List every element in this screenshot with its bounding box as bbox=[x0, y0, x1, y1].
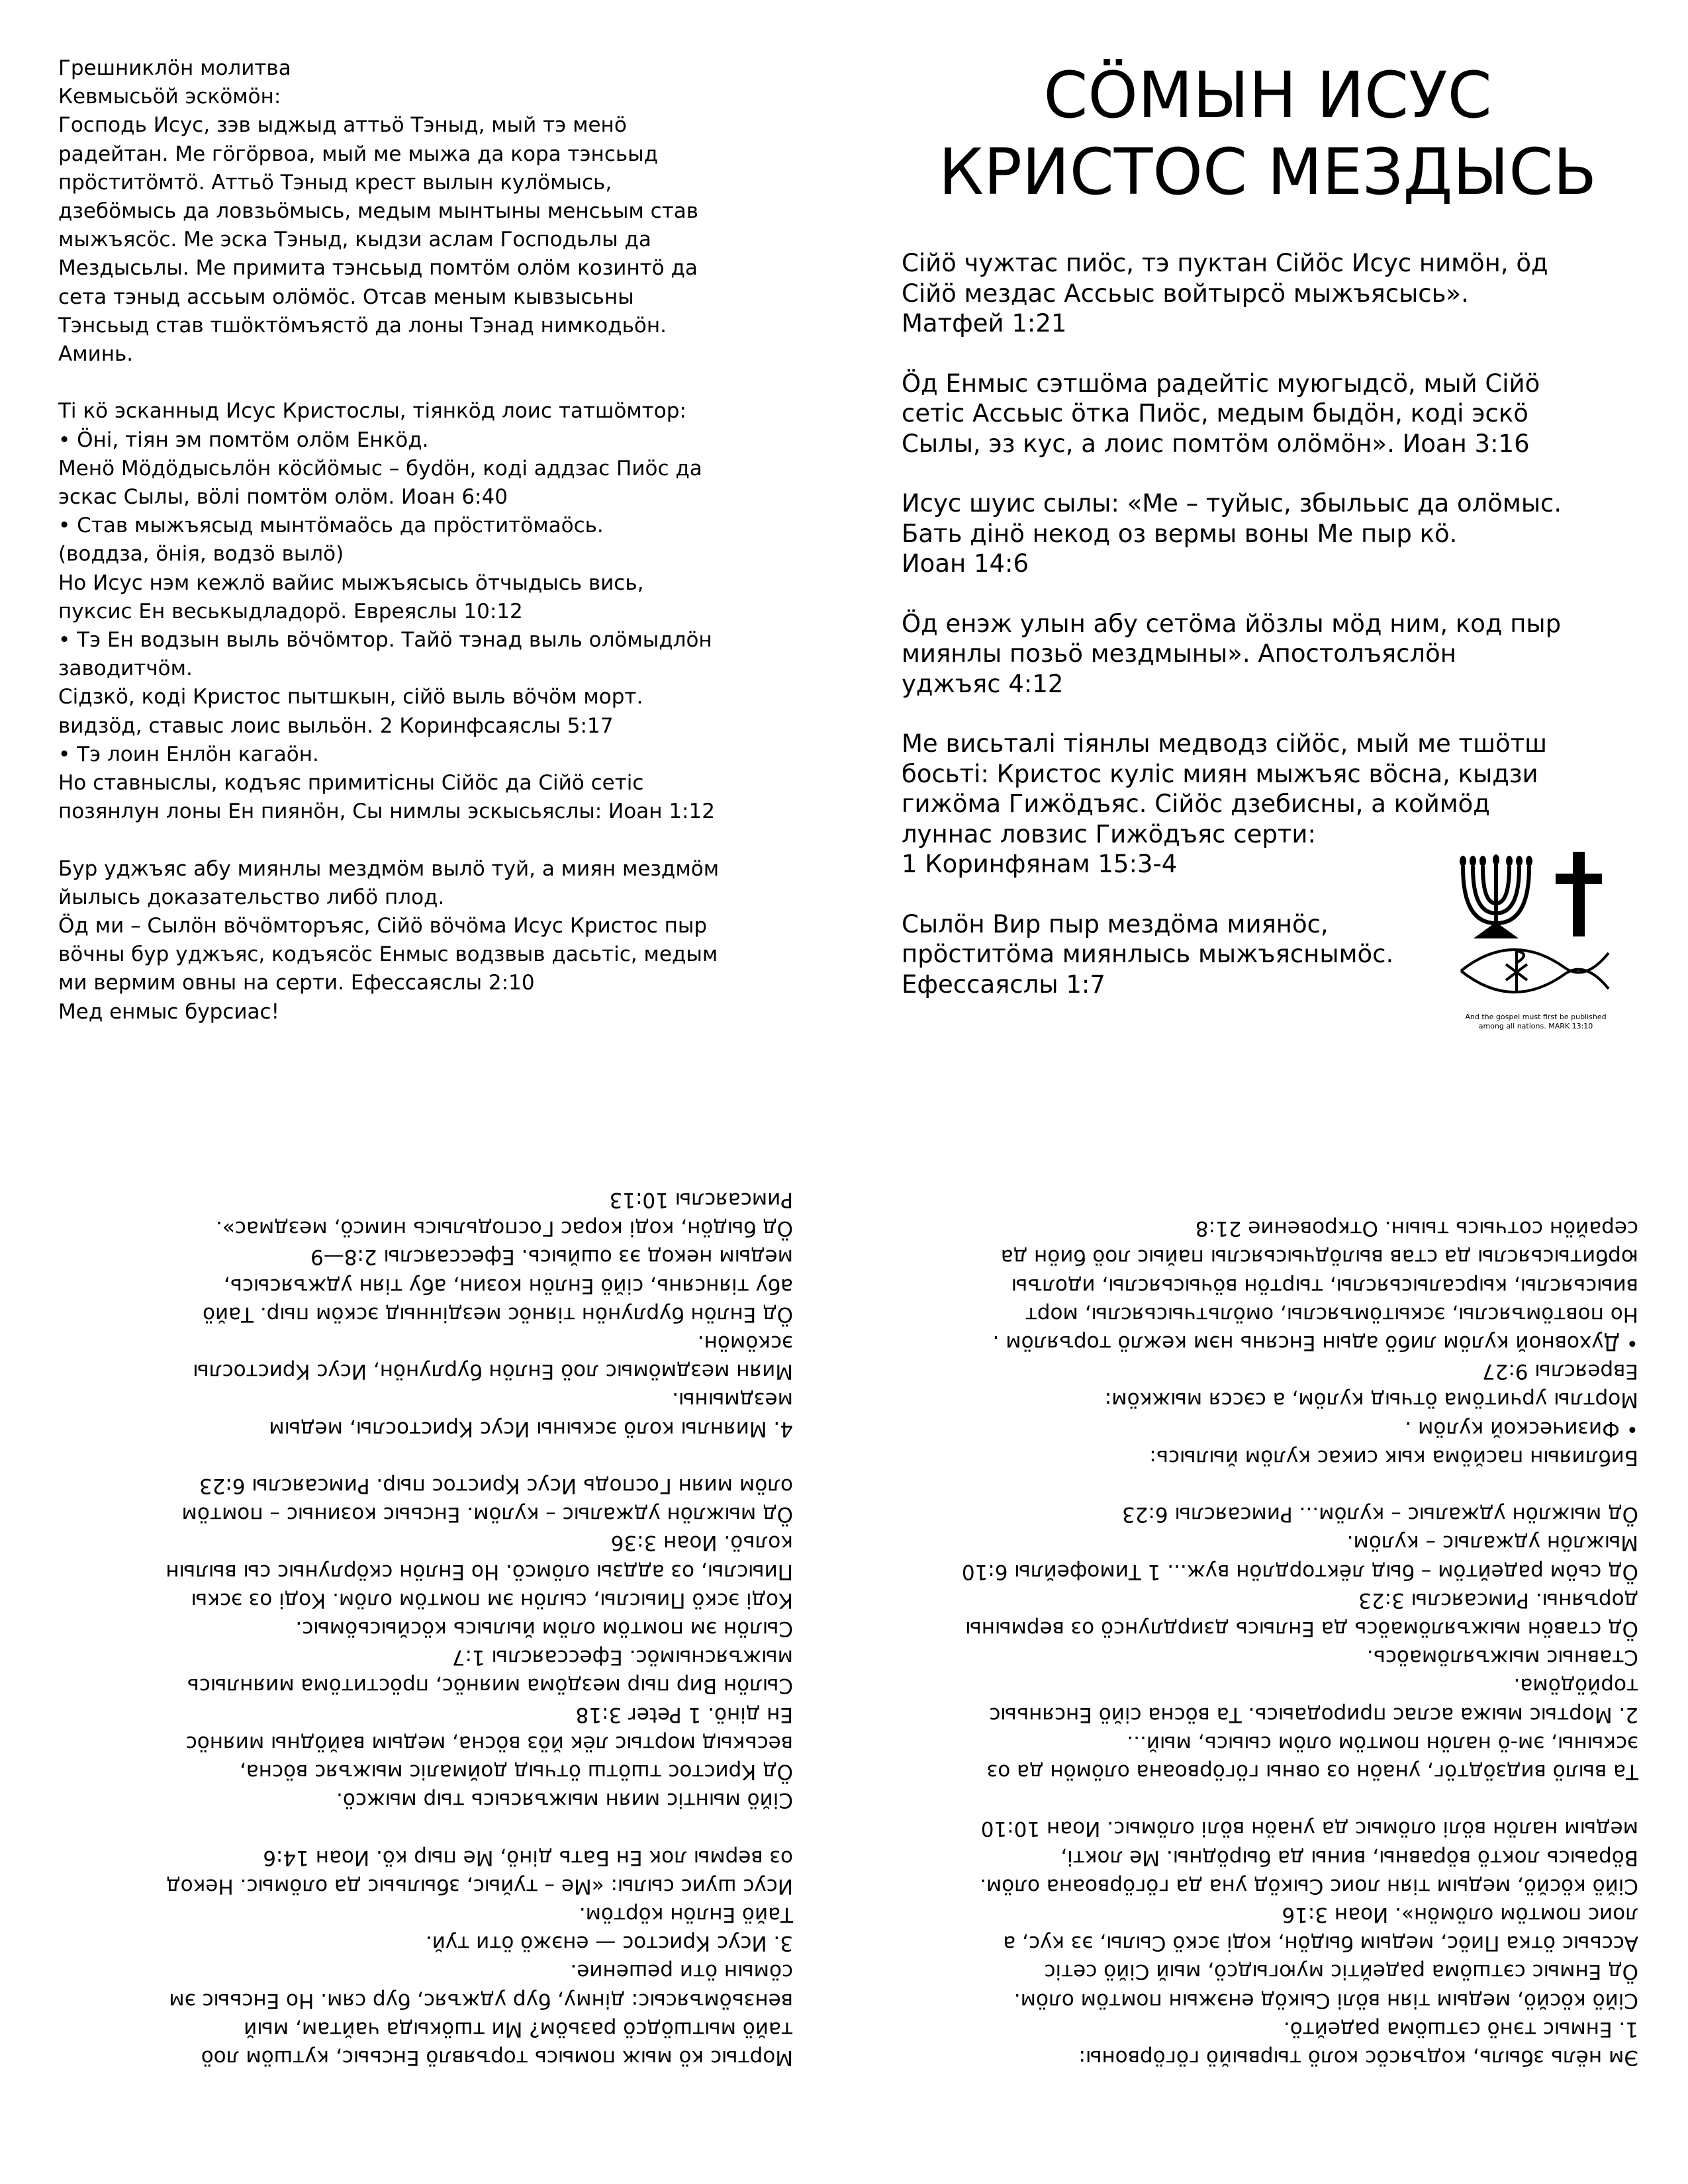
prayer-line: видзӧд, ставыс лоис выльӧн. 2 Коринфсаяслы 5:17 bbox=[58, 713, 614, 738]
rotated-left-line: Кодi эскӧ Пиыслы, сылӧн эм помтӧм олӧм. Кодi оз эскы bbox=[191, 1588, 793, 1612]
caption-line-2: among all nations. MARK 13:10 bbox=[1478, 1022, 1593, 1030]
rotated-right-line: Эм нёль збыль, кодъясӧс колӧ тырвыйӧ гӧгӧрвоны: bbox=[1078, 2046, 1638, 2070]
rotated-left-line: тайӧ мытшӧдсӧ разьӧм? Ми тшӧкыда чайтам, мый bbox=[244, 2017, 793, 2041]
prayer-line: вӧчны бур уджъяс, кодъясӧс Енмыс водзвыв дасьтiс, медым bbox=[58, 942, 718, 967]
verse-line: Ӧд енэж улын абу сетӧма йӧзлы мӧд ним, код пыр bbox=[902, 609, 1562, 638]
rotated-left-line: оз вермы лок Ен Бать дiнӧ, Ме пыр кӧ. Иоан 14:6 bbox=[263, 1845, 793, 1870]
rotated-right-line: виысьяслы, кырсалысьяслы, тыртӧн вӧчысьяслы, идолъы bbox=[1011, 1273, 1638, 1298]
prayer-line: • Ӧні, тіян эм помтӧм олӧм Енкӧд. bbox=[58, 428, 429, 452]
rotated-right-line: Та вылӧ видзӧдтӧг, унаӧн оз овны гӧгӧрвоана олӧмӧн да оз bbox=[986, 1759, 1638, 1784]
rotated-left-line: 4. Миянлы колӧ эскыны Исус Кристослы, медым bbox=[269, 1416, 793, 1441]
verse-line: уджъяс 4:12 bbox=[902, 669, 1064, 698]
rotated-left-line: Сылӧн эм помтӧм олӧм йылысь кӧсйысьӧмыс. bbox=[295, 1616, 793, 1641]
prayer-line: Бур уджъяс абу миянлы мездмӧм вылӧ туй, а миян мездмӧм bbox=[58, 856, 720, 881]
prayer-line: • Тэ Ен водзын выль вӧчӧмтор. Тайӧ тэнад выль олӧмыдлӧн bbox=[58, 628, 712, 653]
rotated-right-line: эскыны, эм-ӧ налӧн помтӧм олӧм сыысь, мый... bbox=[1127, 1731, 1638, 1755]
rotated-left-line: мыжъяснымӧс. Ефессаяслы 1:7 bbox=[451, 1645, 793, 1670]
rotated-right-line bbox=[897, 1786, 1638, 1814]
prayer-line: Кевмысьӧй эскӧмӧн: bbox=[58, 85, 281, 109]
rotated-right-line: Библияын пасйӧма кык сикас кулӧм йылысь: bbox=[1149, 1445, 1638, 1469]
prayer-line: Ті кӧ эсканныд Исус Кристослы, тіянкӧд лоис татшӧмтор: bbox=[58, 399, 686, 424]
prayer-line: Тэнсьыд став тшӧктӧмъястӧ да лоны Тэнад нимкодьӧн. bbox=[58, 313, 667, 338]
prayer-line: Но Исус нэм кежлӧ вайис мыжъясысь ӧтчыдысь вись, bbox=[58, 570, 644, 595]
rotated-left-line: Ӧд мыжлӧн уджалыс – кулӧм. Енсьыс козиныс – помтӧм bbox=[181, 1502, 793, 1527]
rotated-right-line: Ӧд мыжлӧн уджалыс – кулӧм... Римсаяслы 6:23 bbox=[1122, 1502, 1638, 1527]
rotated-right-line: Ӧд ставӧн мыжъялӧмаӧсь да Енлысь дзирдлунсӧ оз вермыны bbox=[965, 1616, 1638, 1641]
rotated-left-line: 3. Исус Кристос — енэжӧ ӧти туй. bbox=[425, 1931, 793, 1956]
prayer-line: сета тэныд ассьым олӧмӧс. Отсав меным кывзысьны bbox=[58, 285, 634, 309]
verse-line: луннас ловзис Гижӧдъяс серти: bbox=[902, 819, 1316, 848]
rotated-left-line: эскӧмӧн. bbox=[697, 1330, 793, 1355]
prayer-line bbox=[58, 369, 806, 397]
rotated-right-line: доръяны. Римсаяслы 3:23 bbox=[1358, 1588, 1638, 1612]
ichthys-chi-rho-icon bbox=[1461, 950, 1609, 992]
caption-line-1: And the gospel must first be published bbox=[1465, 1013, 1607, 1021]
verse-paragraph bbox=[902, 248, 1643, 339]
rotated-left-line: Исус шуис сылы: «Ме – туйыс, збыльыс да олӧмыс. Некод bbox=[166, 1874, 793, 1898]
verse-line: Иоан 14:6 bbox=[902, 549, 1029, 578]
rotated-right-line: Ӧд Енмыс сэтшӧма радейтiс муюгыдсӧ, мый Сiйӧ сетiс bbox=[1044, 1960, 1638, 1984]
verse-line: миянлы позьӧ мездмыны». Апостолъяслӧн bbox=[902, 639, 1456, 668]
prayer-line: эскас Сылы, вӧлі помтӧм олӧм. Иоан 6:40 bbox=[58, 485, 508, 510]
prayer-line: заводитчӧм. bbox=[58, 657, 193, 681]
rotated-right-line: Но повтӧмъяслы, эскытӧмъяслы, омӧльтчысьяслы, морт bbox=[1025, 1302, 1638, 1326]
verse-line: Ме висьталi тiянлы медводз сiйӧс, мый ме тшӧтш bbox=[902, 729, 1547, 758]
prayer-line: ми вермим овны на серти. Ефессаяслы 2:10 bbox=[58, 971, 535, 995]
symbols-caption bbox=[1436, 1013, 1635, 1031]
rotated-right-line: серайӧн сотчысь тыын. Откровение 21:8 bbox=[1195, 1216, 1638, 1241]
prayer-line: прӧститӧмтӧ. Аттьӧ Тэныд крест вылын кулӧмысь, bbox=[58, 170, 612, 195]
rotated-left-line: Ӧд Кристос тшӧтш ӧтчыд доймалiс мыжъяс вӧсна, bbox=[239, 1759, 793, 1784]
rotated-right-line: Сiйӧ кӧсйӧ, медым тiян вӧлi Сыкӧд енэжын помтӧм олӧм. bbox=[1013, 1988, 1638, 2013]
prayer-line: Грешниклӧн молитва bbox=[58, 56, 291, 80]
verse-line: Сiйӧ чужтас пиӧс, тэ пуктан Сiйӧс Исус нимӧн, ӧд bbox=[902, 249, 1548, 277]
rotated-left-line: Сiйӧ мынтiс миян мыжъясысь тыр мыжсӧ. bbox=[336, 1788, 793, 1813]
prayer-line: Мед енмыс бурсиас! bbox=[58, 999, 280, 1024]
prayer-column bbox=[58, 54, 806, 1026]
rotated-left-line: вензьӧмъясыс: дiнму, бур уджъяс, бур сям. Но Енсьыс эм bbox=[169, 1988, 793, 2013]
symbols-graphic bbox=[1453, 850, 1632, 996]
verse-paragraph bbox=[902, 488, 1643, 579]
verse-line: Исус шуис сылы: «Ме – туйыс, збыльыс да олӧмыс. bbox=[902, 489, 1562, 518]
rotated-left-line: сӧмын ӧти решение. bbox=[570, 1960, 793, 1984]
verse-line: Сылӧн Вир пыр мездӧма миянӧс, bbox=[902, 909, 1329, 938]
verse-line: 1 Коринфянам 15:3-4 bbox=[902, 850, 1178, 878]
prayer-line: Менӧ Мӧдӧдысьлӧн кӧсйӧмыс – бydӧн, кодi аддзас Пиӧс да bbox=[58, 456, 702, 480]
prayer-line: дзебӧмысь да ловзьӧмысь, медым мынтыны менсьым став bbox=[58, 199, 699, 224]
title-line-2: КРИСТОС МЕЗДЫСЬ bbox=[938, 135, 1597, 209]
rotated-right-line: Ставныс мыжъялӧмаӧсь. bbox=[1366, 1645, 1638, 1670]
rotated-left-line: абу тiянсянь, сiйӧ Енлӧн козин, абу тiян уджъясысь, bbox=[223, 1273, 793, 1298]
prayer-line: позянлун лоны Ен пиянӧн, Сы нимлы эскысьяслы: Иоан 1:12 bbox=[58, 799, 715, 824]
prayer-line: йылысь доказательство либӧ плод. bbox=[58, 885, 445, 909]
rotated-right-line: 2. Мортыс мыжа аслас природаысь. Та вӧсна сiйӧ Енсяньыс bbox=[989, 1702, 1638, 1727]
rotated-left-line: Мортыс кӧ мыж помысь торъявлӧ Енсьыс, кутшӧм лоӧ bbox=[201, 2046, 793, 2070]
verse-paragraph bbox=[902, 369, 1643, 459]
rotated-left-line: кольӧ. Иоан 3:36 bbox=[610, 1531, 793, 1555]
prayer-line: • Тэ лоин Енлӧн кагаӧн. bbox=[58, 742, 319, 766]
rotated-right-line: • Физической кулӧм . bbox=[1405, 1416, 1638, 1441]
prayer-line: Мездысьлы. Ме примита тэнсьыд помтӧм олӧм козинтӧ да bbox=[58, 256, 698, 281]
rotated-right-line: Ассьыс ӧтка Пиӧс, медым быдӧн, кодi эскӧ Сылы, эз кус, а bbox=[1003, 1931, 1638, 1956]
verse-line: сетiс Ассьыс ӧтка Пиӧс, медым быдӧн, кодi эскӧ bbox=[902, 399, 1528, 428]
rotated-left-line: Сылӧн Вир пыр мездӧма миянӧс, прӧститӧма миянлысь bbox=[187, 1674, 793, 1698]
rotated-right-line: лоис помтӧм олӧмӧн». Иоан 3:16 bbox=[1282, 1902, 1638, 1927]
rotated-left-line: медым некод эз ошйысь. Ефессаяслы 2:8—9 bbox=[310, 1245, 793, 1269]
rotated-left-line bbox=[58, 1443, 793, 1471]
verse-line: прӧститӧма миянлысь мыжъяснымӧс. bbox=[902, 940, 1394, 968]
rotated-right-line: Мыжлӧн уджалыс – кулӧм. bbox=[1346, 1531, 1638, 1555]
verse-line: Матфей 1:21 bbox=[902, 309, 1067, 338]
rotated-left-line: Ӧд быдӧн, кодi корас Господьлысь нимсӧ, мездмас». bbox=[216, 1216, 793, 1241]
rotated-right-line: юрбитысьяслы да став вылӧдчысьяслы пайыс лоӧ биӧн да bbox=[1000, 1245, 1638, 1269]
prayer-line: Ӧд ми – Сылӧн вӧчӧмторъяс, Сiйӧ вӧчӧма Исус Кристос пыр bbox=[58, 914, 708, 938]
prayer-line: мыжъясӧс. Ме эска Тэныд, кыдзи аслам Господьлы да bbox=[58, 228, 651, 252]
prayer-line: радейтан. Ме гӧгӧрвоа, мый ме мыжа да кора тэнсьыд bbox=[58, 142, 659, 166]
rotated-right-line: Евреяслы 9:27 bbox=[1481, 1359, 1638, 1384]
prayer-line: Аминь. bbox=[58, 342, 134, 367]
rotated-left-line bbox=[58, 1814, 793, 1843]
verse-line: Бать дiнӧ некод оз вермы воны Ме пыр кӧ. bbox=[902, 519, 1458, 548]
rotated-left-line: Ен дiнӧ. 1 Peter 3:18 bbox=[575, 1702, 793, 1727]
rotated-left-line: веськыд мортыс лёк йӧз вӧсна, медым вайӧдны миянӧс bbox=[185, 1731, 793, 1755]
rotated-left-panel bbox=[58, 1155, 793, 2071]
verse-line: гижӧма Гижӧдъяс. Сiйӧс дзебисны, а коймӧд bbox=[902, 790, 1490, 818]
rotated-right-line: 1. Енмыс тэнӧ сэтшӧма радейтӧ. bbox=[1283, 2017, 1638, 2041]
rotated-right-line bbox=[897, 1471, 1638, 1500]
title-line-1: СӦМЫН ИСУС bbox=[1043, 58, 1492, 132]
rotated-right-line: Мортлы урчитӧма ӧтчыд кулӧм, а сэсся мыжкӧм: bbox=[1104, 1388, 1638, 1412]
prayer-line: Но ставныслы, кодъяс примитiсны Сiйӧс да Сiйӧ сетiс bbox=[58, 771, 644, 796]
rotated-right-line: Вӧраысь локтӧ вӧравны, вины да бырӧдны. Ме локтi, bbox=[1060, 1845, 1638, 1870]
prayer-line: пуксис Ен веськыдладорӧ. Евреяслы 10:12 bbox=[58, 599, 523, 623]
cross-icon bbox=[1556, 852, 1602, 936]
prayer-line: (воддза, ӧнія, водзӧ вылӧ) bbox=[58, 542, 344, 567]
rotated-right-line: Сiйӧ кӧсйӧ, медым тiян лоис Сыкӧд уна да гӧгӧрвоана олӧм. bbox=[979, 1874, 1638, 1898]
verse-line: Ӧд Енмыс сэтшӧма радейтiс муюгыдсӧ, мый Сiйӧ bbox=[902, 369, 1540, 398]
rotated-left-line: Пиыслы, оз аддзы олӧмсӧ. Но Енлӧн скӧрлуныс сы вылын bbox=[165, 1559, 793, 1584]
rotated-left-line: мездмыны. bbox=[672, 1388, 793, 1412]
verse-line: Сылы, эз кус, а лоис помтӧм олӧмӧн». Иоан 3:16 bbox=[902, 429, 1530, 458]
prayer-line: Сiдзкӧ, кодi Кристос пытшкын, сiйӧ выль вӧчӧм морт. bbox=[58, 685, 643, 709]
prayer-line bbox=[58, 826, 806, 854]
rotated-right-line: торйӧдӧма. bbox=[1513, 1674, 1638, 1698]
rotated-right-panel bbox=[897, 1216, 1638, 2071]
verse-paragraph bbox=[902, 609, 1643, 700]
rotated-left-line: Тайӧ Енлӧн кӧртӧм. bbox=[579, 1902, 793, 1927]
prayer-line: • Став мыжъясыд мынтӧмаӧсь да прӧститӧмаӧсь. bbox=[58, 514, 604, 538]
rotated-left-line: олӧм миян Господь Исус Кристос пыр. Римсаяслы 6:23 bbox=[199, 1473, 793, 1498]
rotated-right-line: медым налӧн вӧлi олӧмыс да унаӧн вӧлi олӧмыс. Иоан 10:10 bbox=[980, 1817, 1638, 1841]
page-title bbox=[854, 57, 1681, 210]
rotated-left-line: Миян мездмӧмыс лоӧ Енлӧн бурлунӧн, Исус Кристослы bbox=[193, 1359, 793, 1384]
rotated-left-line: Римсаяслы 10:13 bbox=[609, 1187, 793, 1212]
menorah-icon bbox=[1460, 854, 1532, 936]
verse-line: Ефессаяслы 1:7 bbox=[902, 970, 1105, 999]
verse-line: Сiйӧ мездас Ассьыс войтырсӧ мыжъясысь». bbox=[902, 279, 1469, 308]
prayer-line: Господь Исус, зэв ыджыд аттьӧ Тэныд, мый тэ менӧ bbox=[58, 113, 627, 138]
verse-line: босьтi: Кристос кулiс миян мыжъяс вӧсна, кыдзи bbox=[902, 759, 1538, 788]
rotated-right-line: • Духовной кулӧм либӧ адын Енсянь нэм кежлӧ торъялӧм . bbox=[992, 1330, 1638, 1355]
rotated-left-line: Ӧд Енлӧн бурлунӧн тiянӧс мездiнныд эскӧм пыр. Тайӧ bbox=[202, 1302, 793, 1326]
rotated-right-line: Ӧд сьӧм радейтӧм – быд лёктордлӧн вуж... 1 Тимофейлы 6:10 bbox=[961, 1559, 1638, 1584]
